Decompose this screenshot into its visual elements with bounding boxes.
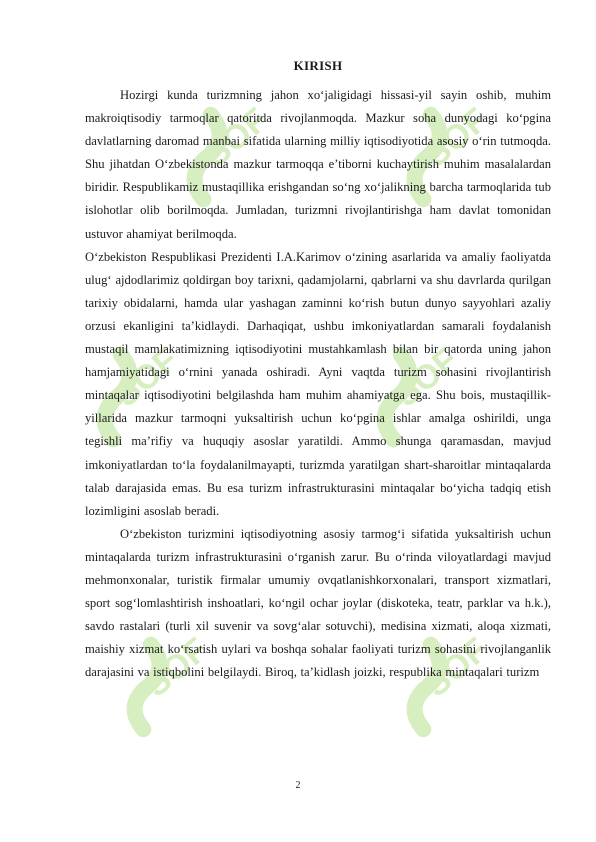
paragraph-3: O‘zbekiston turizmini iqtisodiyotning asosiy tarmog‘i sifatida yuksaltirish uchun mintaqalarda turizm infrastrukturasini o‘rganish zarur. Bu o‘rinda viloyatlardagi mavjud mehmonxonalar, turistik firmalar umumiy ovqatlanishkorxonalari, transport xizmatlari, sport sog‘lomlashtirish inshoatlari, ko‘ngil ochar joylar (diskoteka, teatr, parklar va h.k.), savdo rastalari (turli xil suvenir va sovg‘alar sotuvchi), medisina xizmati, aloqa xizmati, maishiy xizmat ko‘rsatish uylari va boshqa sohalar faoliyati turizm sohasini rivojlanganlik darajasini va istiqbolini belgilaydi. Biroq, ta’kidlash joizki, respublika mintaqalari turizm	[85, 526, 551, 680]
svg-text:SOF: SOF	[417, 100, 496, 175]
section-title: KIRISH	[293, 58, 343, 73]
svg-text:SOF: SOF	[107, 340, 186, 415]
document-body	[85, 52, 551, 684]
paragraph-1: Hozirgi kunda turizmning jahon xo‘jaligidagi hissasi-yil sayin oshib, muhim makroiqtisodiy tarmoqlar qatoritda rivojlanmoqda. Mazkur soha dunyodagi ko‘pgina davlatlarning daromad manbai sifatida ularning milliy iqtisodiyotida asosiy o‘rin tutmoqda. Shu jihatdan O‘zbekistonda mazkur tarmoqqa e’tiborni kuchaytirish muhim masalalardan biridir. Respublikamiz mustaqillika erishgandan so‘ng xo‘jalikning barcha tarmoqlarida tub islohotlar olib borilmoqda. Jumladan, turizmni rivojlantirishga ham davlat tomonidan ustuvor ahamiyat berilmoqda.	[85, 88, 551, 241]
paragraph-2: O‘zbekiston Respublikasi Prezidenti I.A.Karimov o‘zining asarlarida va amaliy faoliyatda ulug‘ ajdodlarimiz qoldirgan boy tarixni, qadamjolarni, qabrlarni va shu davrlarda qurilgan tarixiy obidalarni, hamda ular yashagan zaminni ko‘rish butun dunyo sayyohlari azaliy orzusi ekanligini ta’kidlaydi. Darhaqiqat, ushbu imkoniyatlardan samarali foydalanish mustaqil mamlakatimizning iqtisodiyotini mustahkamlash bilan bir qatorda uning jahon hamjamiyatidagi o‘rnini yanada oshiradi. Ayni vaqtda turizm sohasini rivojlantirish mintaqalar iqtisodiyotini belgilashda ham muhim ahamiyatga ega. Shu bois, mustaqillik-yillarida mazkur tarmoqni yuksaltirish uchun ko‘pgina ishlar amalga oshirildi, unga tegishli ma’rifiy va huquqiy asoslar yaratildi. Ammo shunga qaramasdan, mavjud imkoniyatlardan to‘la foydalanilmayapti, turizmda yaratilgan shart-sharoitlar mintaqalarda talab darajasida emas. Bu esa turizm infrastrukturasini mintaqalar bo‘yicha tadqiq etish lozimligini asoslab beradi.	[85, 249, 551, 518]
svg-text:SOF: SOF	[387, 340, 466, 415]
svg-text:SOF: SOF	[137, 630, 216, 705]
svg-text:SOF: SOF	[417, 630, 496, 705]
svg-text:SOF: SOF	[197, 100, 276, 175]
page-number: 2	[295, 780, 301, 791]
